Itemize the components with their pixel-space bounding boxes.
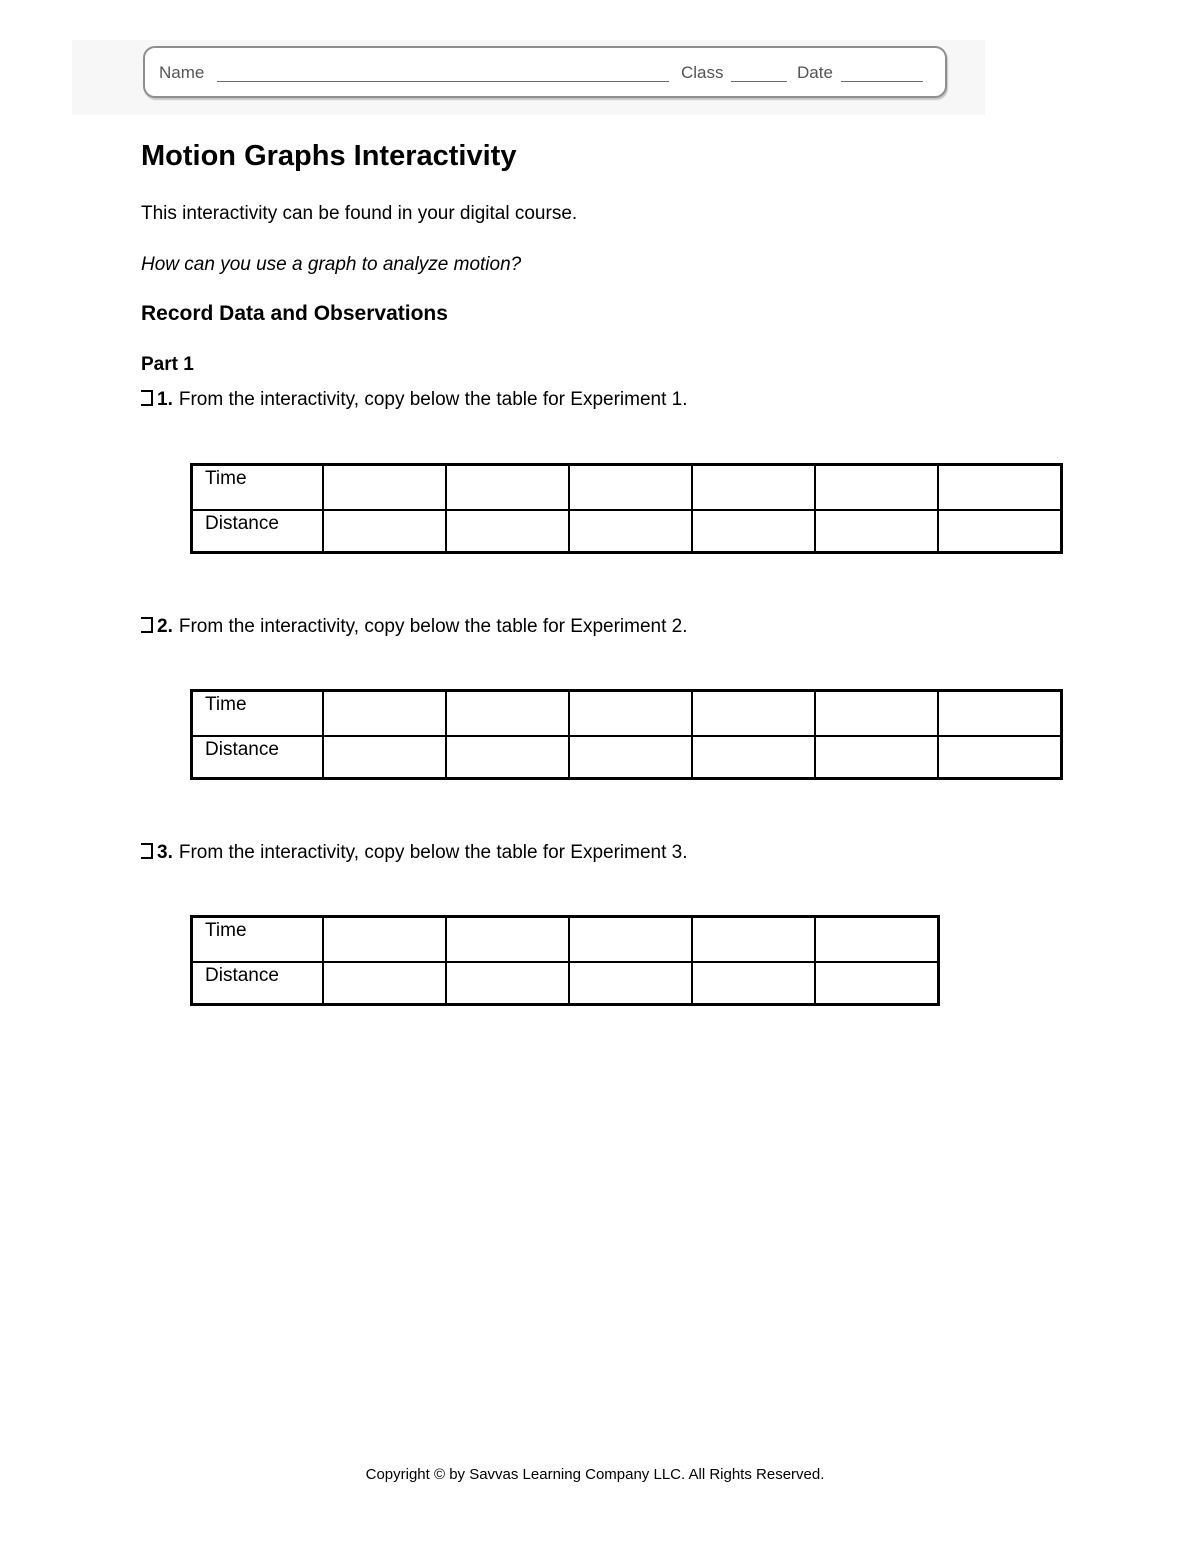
time-cell[interactable] xyxy=(569,465,692,511)
checkbox-icon[interactable] xyxy=(141,390,153,406)
distance-cell[interactable] xyxy=(692,736,815,779)
time-cell[interactable] xyxy=(815,917,939,963)
distance-cell[interactable] xyxy=(692,962,815,1005)
checkbox-icon[interactable] xyxy=(141,843,153,859)
intro-text: This interactivity can be found in your digital course. xyxy=(141,203,578,224)
checkbox-icon[interactable] xyxy=(141,617,153,633)
item-text: From the interactivity, copy below the table for Experiment 3. xyxy=(178,842,688,863)
item-text: From the interactivity, copy below the table for Experiment 2. xyxy=(178,616,688,637)
time-cell[interactable] xyxy=(323,465,446,511)
time-cell[interactable] xyxy=(323,917,446,963)
distance-cell[interactable] xyxy=(815,736,938,779)
row-label-time: Time xyxy=(192,465,323,511)
distance-cell[interactable] xyxy=(446,510,569,553)
time-cell[interactable] xyxy=(938,465,1062,511)
time-cell[interactable] xyxy=(446,465,569,511)
distance-cell[interactable] xyxy=(323,962,446,1005)
page-title: Motion Graphs Interactivity xyxy=(141,140,517,172)
guiding-question: How can you use a graph to analyze motion? xyxy=(141,254,522,275)
class-label: Class xyxy=(681,63,724,82)
item-2 xyxy=(141,616,688,638)
row-label-time: Time xyxy=(192,917,323,963)
item-number: 1. xyxy=(157,389,173,410)
distance-cell[interactable] xyxy=(938,736,1062,779)
section-heading: Record Data and Observations xyxy=(141,302,448,325)
experiment-2-table xyxy=(190,689,1063,780)
item-number: 2. xyxy=(157,616,173,637)
time-cell[interactable] xyxy=(692,917,815,963)
distance-cell[interactable] xyxy=(815,510,938,553)
time-cell[interactable] xyxy=(569,917,692,963)
row-label-distance: Distance xyxy=(192,736,323,779)
name-label: Name xyxy=(159,63,205,82)
experiment-3-table xyxy=(190,915,940,1006)
distance-cell[interactable] xyxy=(569,736,692,779)
time-cell[interactable] xyxy=(815,691,938,737)
distance-cell[interactable] xyxy=(323,736,446,779)
time-cell[interactable] xyxy=(815,465,938,511)
copyright-footer: Copyright © by Savvas Learning Company LLC. All Rights Reserved. xyxy=(365,1466,825,1483)
time-cell[interactable] xyxy=(692,465,815,511)
distance-cell[interactable] xyxy=(815,962,939,1005)
time-cell[interactable] xyxy=(446,917,569,963)
time-cell[interactable] xyxy=(446,691,569,737)
distance-cell[interactable] xyxy=(569,962,692,1005)
part-label: Part 1 xyxy=(141,354,194,375)
distance-cell[interactable] xyxy=(323,510,446,553)
time-cell[interactable] xyxy=(569,691,692,737)
distance-cell[interactable] xyxy=(692,510,815,553)
date-field[interactable] xyxy=(841,81,923,82)
time-cell[interactable] xyxy=(692,691,815,737)
distance-cell[interactable] xyxy=(446,736,569,779)
item-number: 3. xyxy=(157,842,173,863)
name-field[interactable] xyxy=(217,81,669,82)
date-label: Date xyxy=(797,63,833,82)
class-field[interactable] xyxy=(731,81,787,82)
distance-cell[interactable] xyxy=(446,962,569,1005)
row-label-distance: Distance xyxy=(192,962,323,1005)
experiment-1-table xyxy=(190,463,1063,554)
name-class-date-bar xyxy=(143,46,947,98)
time-cell[interactable] xyxy=(323,691,446,737)
row-label-time: Time xyxy=(192,691,323,737)
item-3 xyxy=(141,842,688,864)
distance-cell[interactable] xyxy=(569,510,692,553)
row-label-distance: Distance xyxy=(192,510,323,553)
distance-cell[interactable] xyxy=(938,510,1062,553)
item-1 xyxy=(141,389,688,411)
time-cell[interactable] xyxy=(938,691,1062,737)
item-text: From the interactivity, copy below the table for Experiment 1. xyxy=(178,389,688,410)
